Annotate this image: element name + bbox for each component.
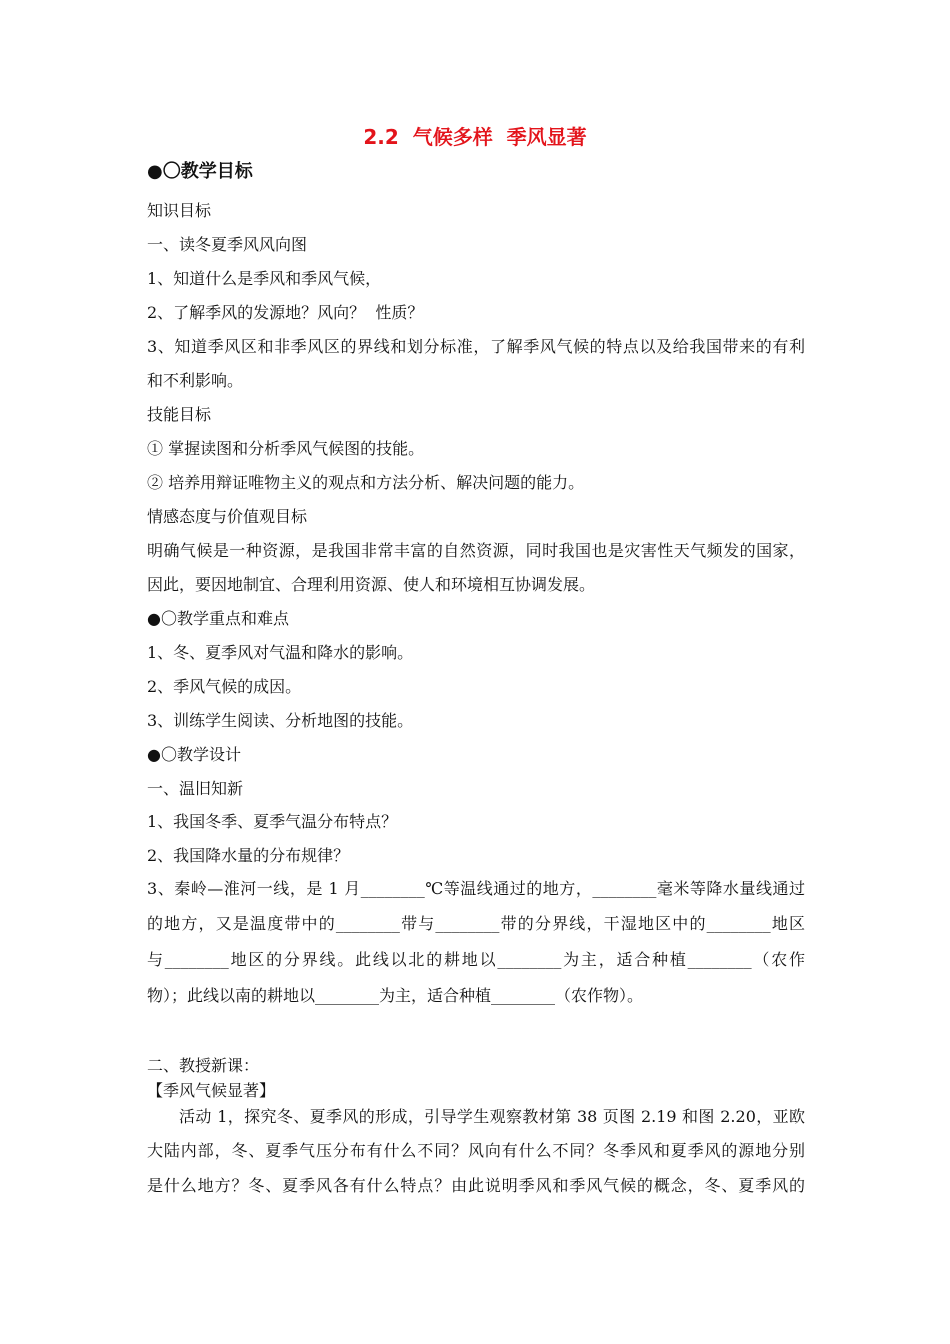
new-lesson-line: 活动 1，探究冬、夏季风的形成，引导学生观察教材第 38 页图 2.19 和图 2.20，亚欧 (179, 1107, 805, 1126)
knowledge-line: 3、知道季风区和非季风区的界线和划分标准，了解季风气候的特点以及给我国带来的有利 (147, 337, 805, 356)
attitude-heading: 情感态度与价值观目标 (147, 507, 308, 526)
review-heading: 一、温旧知新 (147, 779, 244, 798)
review-line: 3、秦岭—淮河一线，是 1 月________℃等温线通过的地方，________毫米等降水量线通过 (147, 879, 805, 898)
review-line: 与________地区的分界线。此线以北的耕地以________为主，适合种植________（农作 (147, 950, 805, 969)
key-point-line: 3、训练学生阅读、分析地图的技能。 (147, 711, 414, 730)
key-points-heading: ●〇教学重点和难点 (147, 609, 289, 628)
new-lesson-line: 是什么地方？冬、夏季风各有什么特点？由此说明季风和季风气候的概念，冬、夏季风的 (147, 1176, 805, 1195)
knowledge-line: 和不利影响。 (147, 371, 244, 390)
new-lesson-line: 大陆内部，冬、夏季气压分布有什么不同？风向有什么不同？冬季风和夏季风的源地分别 (147, 1141, 805, 1160)
knowledge-line: 1、知道什么是季风和季风气候， (147, 269, 382, 288)
key-point-line: 1、冬、夏季风对气温和降水的影响。 (147, 643, 414, 662)
knowledge-line: 2、了解季风的发源地？风向？ 性质？ (147, 303, 424, 322)
review-line: 1、我国冬季、夏季气温分布特点？ (147, 812, 398, 831)
page-title: 2.2 气候多样 季风显著 (363, 125, 587, 149)
attitude-line: 明确气候是一种资源，是我国非常丰富的自然资源，同时我国也是灾害性天气频发的国家， (147, 541, 805, 560)
design-heading: ●〇教学设计 (147, 745, 241, 764)
knowledge-subheading: 一、读冬夏季风风向图 (147, 235, 308, 254)
key-point-line: 2、季风气候的成因。 (147, 677, 302, 696)
review-line: 的地方，又是温度带中的________带与________带的分界线，干湿地区中的________地区 (147, 914, 805, 933)
knowledge-heading: 知识目标 (147, 201, 212, 220)
new-lesson-topic: 【季风气候显著】 (147, 1081, 276, 1100)
objectives-heading: ●〇教学目标 (147, 161, 253, 182)
attitude-line: 因此，要因地制宜、合理利用资源、使人和环境相互协调发展。 (147, 575, 596, 594)
review-line: 物）；此线以南的耕地以________为主，适合种植________（农作物）。 (147, 986, 644, 1005)
skills-line: ② 培养用辩证唯物主义的观点和方法分析、解决问题的能力。 (147, 473, 585, 492)
review-line: 2、我国降水量的分布规律？ (147, 846, 350, 865)
skills-line: ① 掌握读图和分析季风气候图的技能。 (147, 439, 425, 458)
skills-heading: 技能目标 (147, 405, 212, 424)
new-lesson-heading: 二、教授新课： (147, 1056, 260, 1075)
